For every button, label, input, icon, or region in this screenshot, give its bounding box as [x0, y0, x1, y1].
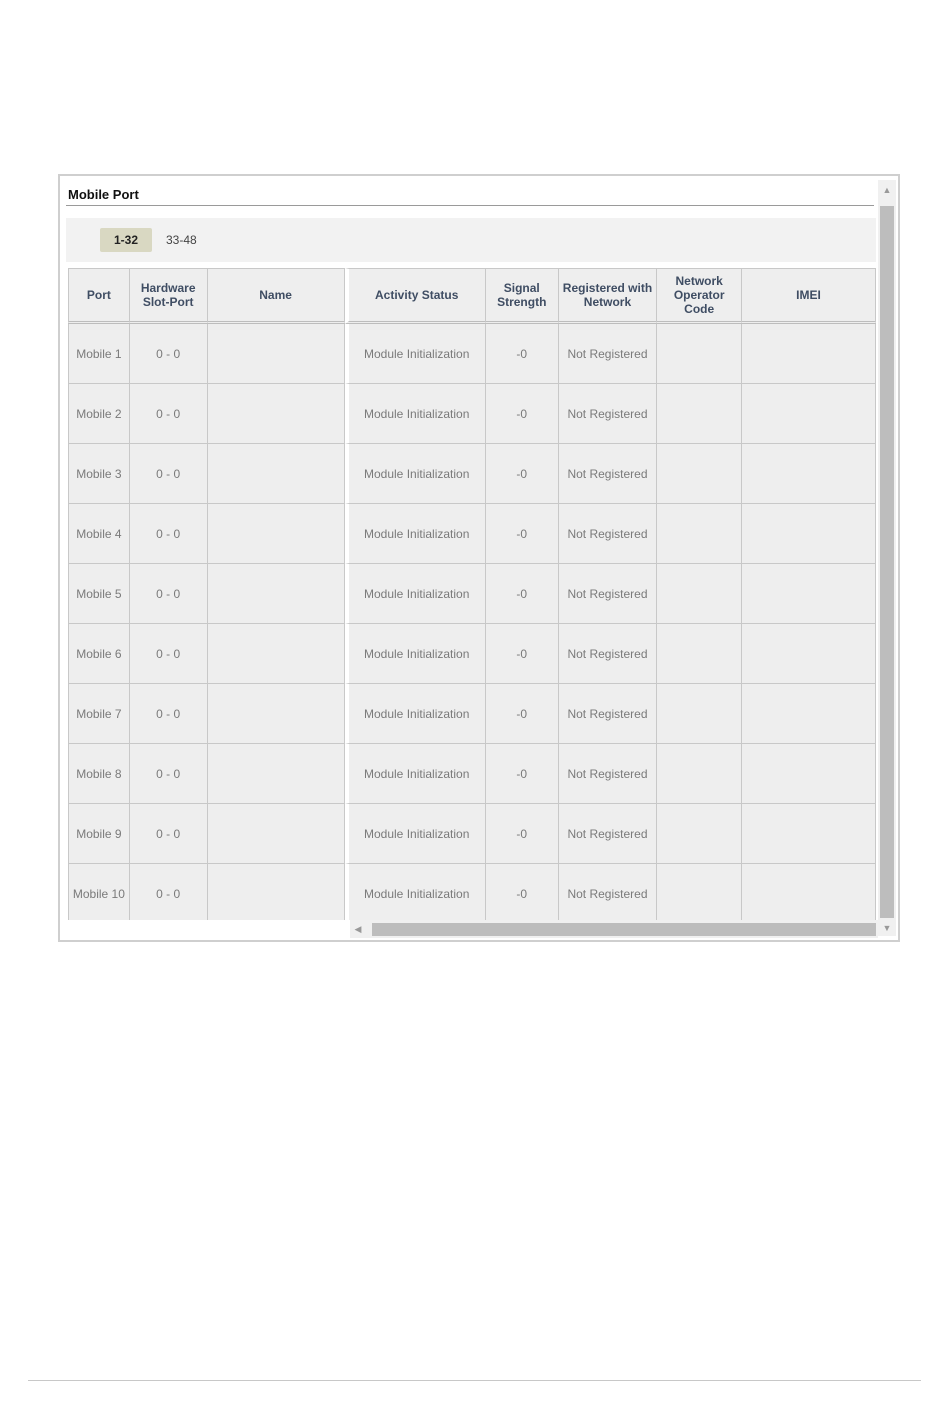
cell-port: Mobile 10 [68, 864, 130, 920]
cell-operator-code [657, 804, 742, 864]
cell-signal-strength: -0 [486, 624, 559, 684]
cell-imei [742, 744, 876, 804]
cell-imei [742, 504, 876, 564]
cell-activity-status: Module Initialization [345, 564, 486, 624]
cell-hardware-slot-port: 0 - 0 [130, 684, 208, 744]
cell-imei [742, 684, 876, 744]
page-tab-33-48[interactable]: 33-48 [166, 233, 197, 247]
cell-operator-code [657, 624, 742, 684]
cell-name [208, 744, 345, 804]
table-row[interactable] [68, 804, 876, 864]
table-row[interactable] [68, 684, 876, 744]
cell-name [208, 684, 345, 744]
col-header-imei[interactable]: IMEI [742, 268, 876, 324]
cell-operator-code [657, 744, 742, 804]
cell-name [208, 384, 345, 444]
cell-activity-status: Module Initialization [345, 684, 486, 744]
page-tab-1-32[interactable]: 1-32 [100, 228, 152, 252]
cell-name [208, 324, 345, 384]
cell-name [208, 804, 345, 864]
cell-port: Mobile 6 [68, 624, 130, 684]
cell-hardware-slot-port: 0 - 0 [130, 384, 208, 444]
cell-name [208, 864, 345, 920]
cell-registered: Not Registered [559, 564, 658, 624]
cell-registered: Not Registered [559, 744, 658, 804]
cell-activity-status: Module Initialization [345, 444, 486, 504]
cell-registered: Not Registered [559, 624, 658, 684]
cell-hardware-slot-port: 0 - 0 [130, 744, 208, 804]
table-header-row [68, 268, 876, 324]
cell-hardware-slot-port: 0 - 0 [130, 564, 208, 624]
col-header-registered[interactable]: Registered with Network [559, 268, 658, 324]
cell-hardware-slot-port: 0 - 0 [130, 864, 208, 920]
mobile-port-panel [58, 174, 900, 942]
cell-port: Mobile 1 [68, 324, 130, 384]
cell-operator-code [657, 504, 742, 564]
cell-hardware-slot-port: 0 - 0 [130, 324, 208, 384]
cell-hardware-slot-port: 0 - 0 [130, 504, 208, 564]
horizontal-scroll-thumb[interactable] [372, 923, 876, 936]
horizontal-scrollbar[interactable] [350, 920, 878, 938]
cell-imei [742, 804, 876, 864]
cell-registered: Not Registered [559, 864, 658, 920]
cell-signal-strength: -0 [486, 804, 559, 864]
cell-name [208, 624, 345, 684]
cell-activity-status: Module Initialization [345, 744, 486, 804]
cell-operator-code [657, 564, 742, 624]
cell-activity-status: Module Initialization [345, 384, 486, 444]
table-row[interactable] [68, 864, 876, 920]
cell-registered: Not Registered [559, 384, 658, 444]
cell-imei [742, 864, 876, 920]
cell-name [208, 504, 345, 564]
scroll-up-arrow-icon[interactable]: ▲ [882, 185, 892, 195]
cell-hardware-slot-port: 0 - 0 [130, 804, 208, 864]
pagination-bar [66, 218, 876, 262]
table-row[interactable] [68, 444, 876, 504]
cell-activity-status: Module Initialization [345, 864, 486, 920]
cell-registered: Not Registered [559, 324, 658, 384]
table-row[interactable] [68, 564, 876, 624]
table-body [68, 324, 876, 920]
cell-signal-strength: -0 [486, 444, 559, 504]
cell-port: Mobile 2 [68, 384, 130, 444]
cell-registered: Not Registered [559, 444, 658, 504]
cell-port: Mobile 8 [68, 744, 130, 804]
col-header-name[interactable]: Name [208, 268, 345, 324]
col-header-signal-strength[interactable]: Signal Strength [486, 268, 559, 324]
footer-divider [28, 1380, 921, 1381]
cell-imei [742, 624, 876, 684]
col-header-hardware-slot-port[interactable]: Hardware Slot-Port [130, 268, 208, 324]
cell-signal-strength: -0 [486, 564, 559, 624]
cell-name [208, 564, 345, 624]
cell-hardware-slot-port: 0 - 0 [130, 624, 208, 684]
cell-port: Mobile 5 [68, 564, 130, 624]
table-row[interactable] [68, 744, 876, 804]
panel-title: Mobile Port [68, 187, 139, 202]
cell-operator-code [657, 324, 742, 384]
cell-port: Mobile 7 [68, 684, 130, 744]
cell-activity-status: Module Initialization [345, 324, 486, 384]
scroll-left-arrow-icon[interactable]: ◀ [354, 924, 362, 934]
col-header-port[interactable]: Port [68, 268, 130, 324]
cell-registered: Not Registered [559, 504, 658, 564]
cell-imei [742, 324, 876, 384]
cell-signal-strength: -0 [486, 744, 559, 804]
cell-imei [742, 444, 876, 504]
col-header-operator-code[interactable]: Network Operator Code [657, 268, 742, 324]
cell-operator-code [657, 684, 742, 744]
cell-operator-code [657, 384, 742, 444]
table-viewport [68, 268, 876, 920]
cell-imei [742, 384, 876, 444]
cell-operator-code [657, 444, 742, 504]
cell-signal-strength: -0 [486, 504, 559, 564]
cell-hardware-slot-port: 0 - 0 [130, 444, 208, 504]
col-header-activity-status[interactable]: Activity Status [345, 268, 486, 324]
cell-name [208, 444, 345, 504]
table-row[interactable] [68, 504, 876, 564]
table-row[interactable] [68, 384, 876, 444]
cell-activity-status: Module Initialization [345, 804, 486, 864]
scroll-down-arrow-icon[interactable]: ▼ [882, 923, 892, 933]
table-row[interactable] [68, 624, 876, 684]
title-divider [66, 205, 874, 206]
mobile-port-table [68, 268, 876, 920]
cell-activity-status: Module Initialization [345, 624, 486, 684]
cell-registered: Not Registered [559, 804, 658, 864]
cell-imei [742, 564, 876, 624]
cell-port: Mobile 9 [68, 804, 130, 864]
cell-registered: Not Registered [559, 684, 658, 744]
vertical-scroll-thumb[interactable] [880, 206, 894, 918]
cell-signal-strength: -0 [486, 684, 559, 744]
cell-signal-strength: -0 [486, 864, 559, 920]
table-row[interactable] [68, 324, 876, 384]
cell-signal-strength: -0 [486, 384, 559, 444]
cell-activity-status: Module Initialization [345, 504, 486, 564]
cell-signal-strength: -0 [486, 324, 559, 384]
cell-operator-code [657, 864, 742, 920]
vertical-scrollbar[interactable] [878, 180, 896, 936]
cell-port: Mobile 4 [68, 504, 130, 564]
cell-port: Mobile 3 [68, 444, 130, 504]
